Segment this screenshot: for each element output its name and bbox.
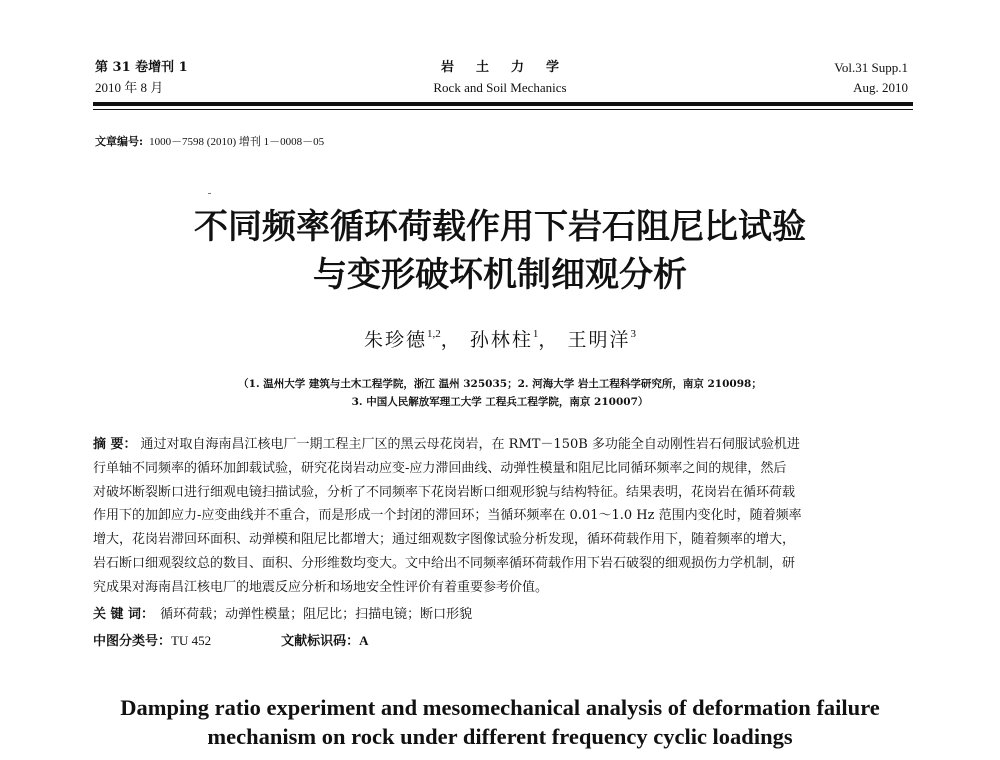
header-rule-thin	[93, 109, 913, 110]
title-english	[0, 693, 1000, 751]
author-name: 王明洋	[567, 329, 631, 351]
header-rule-thick	[93, 102, 913, 106]
abstract-line: 增大，花岗岩滞回环面积、动弹模和阻尼比都增大；通过细观数字图像试验分析发现，循环荷载作用下，随着频率的增大，	[93, 532, 796, 548]
keywords	[93, 604, 472, 626]
affiliation-line1: （1. 温州大学 建筑与土木工程学院，浙江 温州 325035；2. 河海大学 岩土工程科学研究所，南京 210098；	[238, 378, 762, 390]
author-name: 朱珍德	[364, 329, 428, 351]
header-volume: 第 31 卷增刊 1	[95, 60, 188, 75]
author-name: 孙林柱	[469, 329, 533, 351]
header-volume-en	[834, 58, 908, 98]
keywords-label: 关 键 词：	[93, 607, 155, 622]
abstract-line: 对破坏断裂断口进行细观电镜扫描试验，分析了不同频率下花岗岩断口细观形貌与结构特征。结果表明，花岗岩在循环荷载	[93, 484, 796, 500]
affiliations	[0, 375, 1000, 411]
author-separator: ，	[440, 329, 462, 351]
author-separator: ，	[538, 329, 560, 351]
classification	[93, 630, 369, 653]
header-vol-supp: Vol.31 Supp.1	[834, 60, 908, 75]
doc-code-value: A	[359, 633, 369, 648]
doc-code-label: 文献标识码：	[281, 634, 360, 649]
journal-name-en: Rock and Soil Mechanics	[433, 80, 567, 95]
journal-name-cn: 岩土力学	[440, 60, 581, 75]
keywords-value: 循环荷载；动弹性模量；阻尼比；扫描电镜；断口形貌	[160, 607, 473, 622]
article-number-label: 文章编号:	[95, 135, 144, 148]
abstract-label: 摘 要：	[93, 437, 137, 452]
article-number	[95, 133, 324, 149]
header-date: 2010 年 8 月	[95, 80, 164, 95]
abstract-line: 行单轴不同频率的循环加卸载试验，研究花岗岩动应变-应力滞回曲线、动弹性模量和阻尼比同循环频率之间的规律，然后	[93, 460, 787, 476]
abstract-line: 通过对取自海南昌江核电厂一期工程主厂区的黑云母花岗岩，在 RMT－150B 多功能全自动刚性岩石伺服试验机进	[140, 437, 800, 452]
author-list	[0, 325, 1000, 352]
title-en-line1: Damping ratio experiment and mesomechanical analysis of deformation failure	[120, 695, 880, 720]
title-cn-line2: 与变形破坏机制细观分析	[313, 255, 687, 295]
title-en-line2: mechanism on rock under different frequency cyclic loadings	[207, 724, 793, 749]
abstract-line: 究成果对海南昌江核电厂的地震反应分析和场地安全性评价有着重要参考价值。	[93, 579, 549, 595]
article-number-value: 1000－7598 (2010) 增刊 1－0008－05	[149, 136, 325, 148]
title-chinese	[0, 203, 1000, 299]
clc-value: TU 452	[171, 633, 212, 648]
affiliation-line2: 3. 中国人民解放军理工大学 工程兵工程学院，南京 210007）	[351, 396, 649, 408]
author-affiliation-mark: 3	[630, 328, 636, 340]
abstract-line: 岩石断口细观裂纹总的数目、面积、分形维数均变大。文中给出不同频率循环荷载作用下岩石破裂的细观损伤力学机制，研	[93, 555, 796, 571]
author-affiliation-mark: 1,2	[427, 328, 441, 340]
title-cn-line1: 不同频率循环荷载作用下岩石阻尼比试验	[194, 207, 806, 247]
abstract	[93, 433, 913, 600]
abstract-line: 作用下的加卸应力-应变曲线并不重合，而是形成一个封闭的滞回环；当循环频率在 0.01～1.0 Hz 范围内变化时，随着频率	[93, 508, 802, 524]
author-affiliation-mark: 1	[532, 328, 539, 340]
scan-speck	[208, 193, 211, 194]
clc-label: 中图分类号：	[93, 634, 172, 649]
header-month-year: Aug. 2010	[853, 80, 908, 95]
